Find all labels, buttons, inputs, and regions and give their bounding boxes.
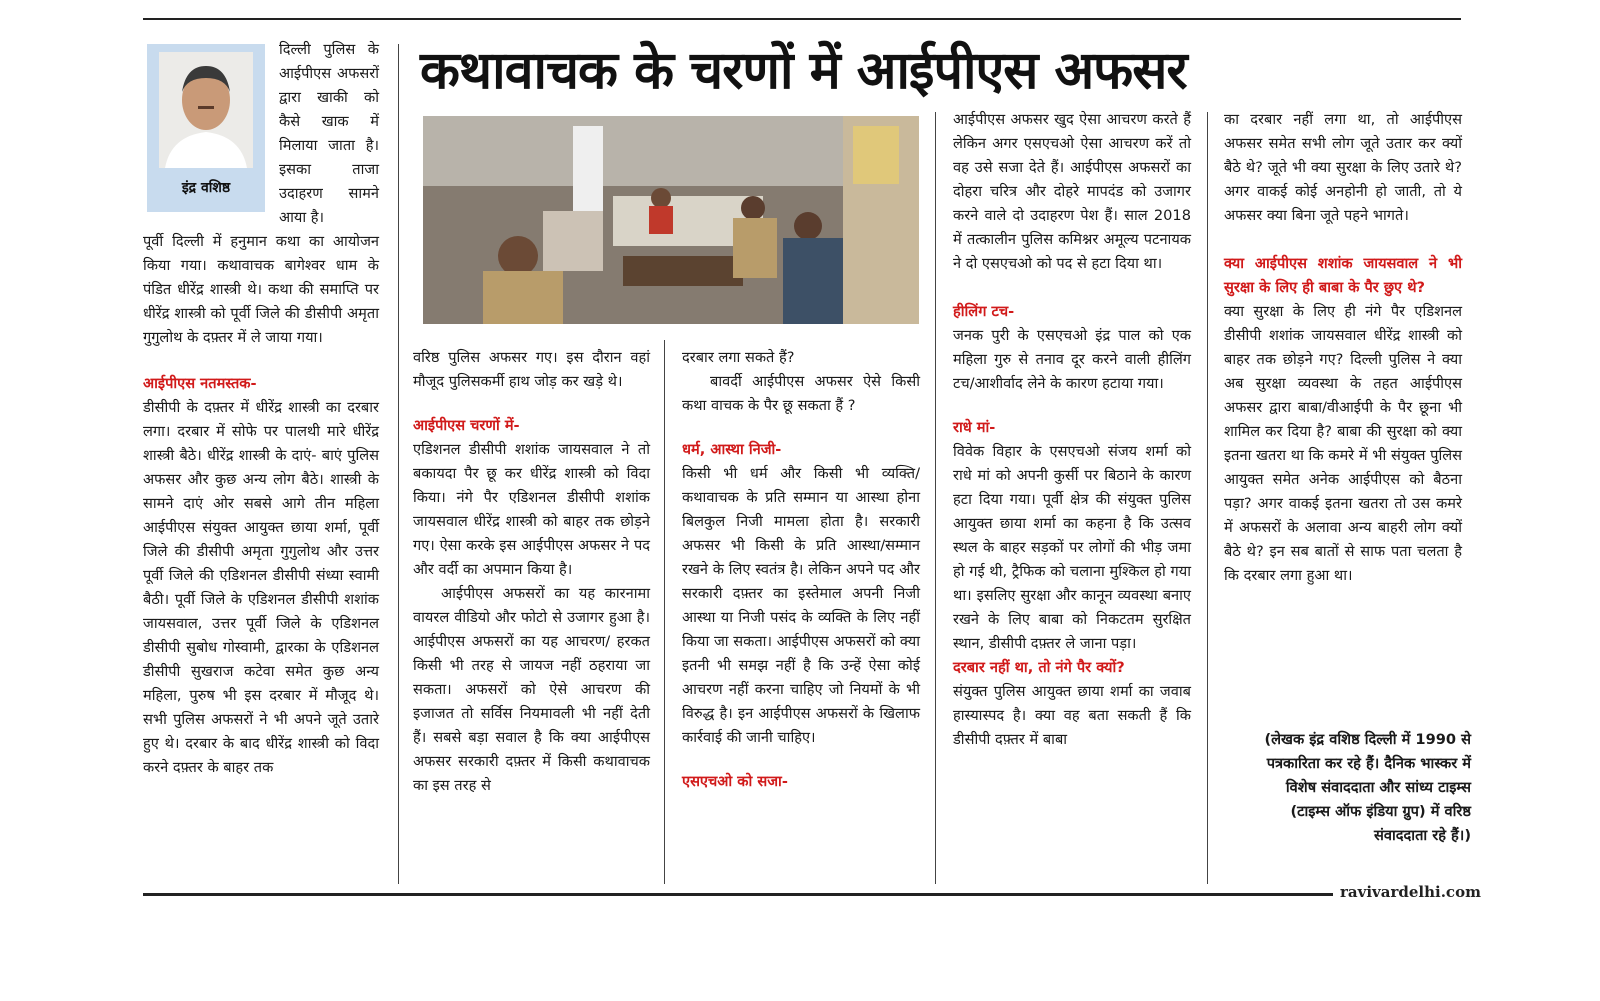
subhead-ips-charanon-mein: आईपीएस चरणों में- [413, 417, 520, 434]
meeting-photo-icon [423, 116, 919, 324]
col1-intro [279, 38, 379, 230]
author-name: इंद्र वशिष्ठ [181, 180, 231, 196]
subhead-darbar-nahi: दरबार नहीं था, तो नंगे पैर क्यों? [953, 659, 1125, 676]
col3-paragraph-2: बावर्दी आईपीएस अफसर ऐसे किसी कथा वाचक के पैर छू सकता हैं ? [682, 373, 920, 414]
col5-body [1224, 108, 1462, 588]
subhead-radhe-maa: राधे मां- [953, 419, 996, 436]
column-rule [398, 44, 399, 884]
subhead-shashank-jaiswal: क्या आईपीएस शशांक जायसवाल ने भी सुरक्षा के लिए ही बाबा के पैर छुए थे? [1224, 255, 1462, 296]
subhead-healing-touch: हीलिंग टच- [953, 303, 1015, 320]
col5-paragraph-1: का दरबार नहीं लगा था, तो आईपीएस अफसर समेत सभी लोग जूते उतार कर क्यों बैठे थे? जूते भी क्या सुरक्षा के लिए उतारे थे? अगर वाकई कोई अनहोनी हो जाती, तो ये अफसर क्या बिना जूते पहने भागते। [1224, 111, 1462, 224]
col3-paragraph-1: दरबार लगा सकते हैं? [682, 349, 795, 366]
column-rule [1207, 112, 1208, 884]
subhead-dharm-astha: धर्म, आस्था निजी- [682, 441, 782, 458]
headline: कथावाचक के चरणों में आईपीएस अफसर [420, 41, 1187, 101]
author-photo [159, 52, 253, 168]
author-box [147, 44, 265, 212]
col4-paragraph-3: विवेक विहार के एसएचओ संजय शर्मा को राधे मां को अपनी कुर्सी पर बिठाने के कारण हटा दिया गया। पूर्वी क्षेत्र की संयुक्त पुलिस आयुक्त छाया शर्मा का कहना है कि उत्सव स्थल के बाहर सड़कों पर लोगों की भीड़ जमा हो गई थी, ट्रैफिक को चलाना मुश्किल हो गया था। इसलिए सुरक्षा और कानून व्यवस्था बनाए रखने के लिए बाबा को निकटतम सुरक्षित स्थान, डीसीपी दफ़्तर ले जाना पड़ा। [953, 443, 1191, 652]
col3-paragraph-3: किसी भी धर्म और किसी भी व्यक्ति/ कथावाचक के प्रति सम्मान या आस्था होना बिलकुल निजी मामला होता है। सरकारी अफसर भी किसी के प्रति आस्था/सम्मान रखने के लिए स्वतंत्र है। लेकिन अपने पद और सरकारी दफ़्तर का इस्तेमाल अपनी निजी आस्था या निजी पसंद के व्यक्ति के लिए नहीं किया जा सकता। आईपीएस अफसरों को क्या इतनी भी समझ नहीं है कि उन्हें ऐसा कोई आचरण नहीं करना चाहिए जो नियमों के भी विरुद्ध है। इन आईपीएस अफसरों के खिलाफ कार्रवाई की जानी चाहिए। [682, 465, 920, 746]
col2-paragraph-2: एडिशनल डीसीपी शशांक जायसवाल ने तो बकायदा पैर छू कर धीरेंद्र शास्त्री को विदा किया। नंगे पैर एडिशनल डीसीपी शशांक जायसवाल धीरेंद्र शास्त्री को बाहर तक छोड़ने गए। ऐसा करके इस आईपीएस अफसर ने पद और वर्दी का अपमान किया है। [413, 441, 650, 578]
site-name[interactable]: ravivardelhi.com [1340, 883, 1481, 901]
column-rule [935, 112, 936, 884]
col1-body [143, 230, 379, 780]
subhead-ips-natmastak: आईपीएस नतमस्तक- [143, 375, 257, 392]
col1-paragraph-1: पूर्वी दिल्ली में हनुमान कथा का आयोजन किया गया। कथावाचक बागेश्वर धाम के पंडित धीरेंद्र शास्त्री थे। कथा की समाप्ति पर धीरेंद्र शास्त्री को पूर्वी जिले की डीसीपी अमृता गुगुलोथ के दफ़्तर में ले जाया गया। [143, 233, 379, 346]
col2-paragraph-1: वरिष्ठ पुलिस अफसर गए। इस दौरान वहां मौजूद पुलिसकर्मी हाथ जोड़ कर खड़े थे। [413, 349, 650, 390]
col4-paragraph-1: आईपीएस अफसर खुद ऐसा आचरण करते हैं लेकिन अगर एसएचओ ऐसा आचरण करें तो वह उसे सजा देते हैं। आईपीएस अफसरों का दोहरा चरित्र और दोहरे मापदंड को उजागर करने वाले दो उदाहरण पेश हैं। साल 2018 में तत्कालीन पुलिस कमिश्नर अमूल्य पटनायक ने दो एसएचओ को पद से हटा दिया था। [953, 111, 1191, 272]
col2-paragraph-3: आईपीएस अफसरों का यह कारनामा वायरल वीडियो और फोटो से उजागर हुआ है। आईपीएस अफसरों का यह आचरण/ हरकत किसी भी तरह से जायज नहीं ठहराया जा सकता। अफसरों को ऐसे आचरण की इजाजत तो सर्विस नियमावली भी नहीं देती हैं। सबसे बड़ा सवाल है कि क्या आईपीएस अफसर सरकारी दफ़्तर में किसी कथावाचक का इस तरह से [413, 585, 650, 794]
top-rule [143, 18, 1461, 20]
author-portrait-icon [159, 52, 253, 168]
column-rule [664, 340, 665, 884]
col2-body [413, 346, 650, 798]
intro-paragraph: दिल्ली पुलिस के आईपीएस अफसरों द्वारा खाकी को कैसे खाक में मिलाया जाता है। इसका ताजा उदाहरण सामने आया है। [279, 41, 379, 226]
col3-body [682, 346, 920, 794]
col4-body [953, 108, 1191, 752]
col4-paragraph-2: जनक पुरी के एसएचओ इंद्र पाल को एक महिला गुरु से तनाव दूर करने वाली हीलिंग टच/आशीर्वाद लेने के कारण हटाया गया। [953, 327, 1191, 392]
news-photo [423, 116, 919, 324]
col1-paragraph-2: डीसीपी के दफ़्तर में धीरेंद्र शास्त्री का दरबार लगा। दरबार में सोफे पर पालथी मारे धीरेंद्र शास्त्री बैठे। धीरेंद्र शास्त्री के दाएं- बाएं पुलिस अफसर और कुछ अन्य लोग बैठे। शास्त्री के सामने दाएं ओर सबसे आगे तीन महिला आईपीएस संयुक्त आयुक्त छाया शर्मा, पूर्वी जिले की डीसीपी अमृता गुगुलोथ और उत्तर पूर्वी जिले की एडिशनल डीसीपी संध्या स्वामी बैठी। पूर्वी जिले के एडिशनल डीसीपी शशांक जायसवाल, उत्तर पूर्वी जिले के एडिशनल डीसीपी सुबोध गोस्वामी, द्वारका के एडिशनल डीसीपी सुखराज कटेवा समेत कुछ अन्य महिला, पुरुष भी इस दरबार में मौजूद थे। सभी पुलिस अफसरों ने भी अपने जूते उतारे हुए थे। दरबार के बाद धीरेंद्र शास्त्री को विदा करने दफ़्तर के बाहर तक [143, 399, 379, 776]
col4-paragraph-4: संयुक्त पुलिस आयुक्त छाया शर्मा का जवाब हास्यास्पद है। क्या वह बता सकती हैं कि डीसीपी दफ़्तर में बाबा [953, 683, 1191, 748]
subhead-sho-ko-saja: एसएचओ को सजा- [682, 773, 788, 790]
bottom-rule [143, 893, 1333, 896]
author-bio: (लेखक इंद्र वशिष्ठ दिल्ली में 1990 से पत्रकारिता कर रहे हैं। दैनिक भास्कर में विशेष संवाददाता और सांध्य टाइम्स (टाइम्स ऑफ इंडिया ग्रुप) में वरिष्ठ संवाददाता रहे हैं।) [1264, 731, 1471, 844]
col5-paragraph-2: क्या सुरक्षा के लिए ही नंगे पैर एडिशनल डीसीपी शशांक जायसवाल धीरेंद्र शास्त्री को बाहर तक छोड़ने गए? दिल्ली पुलिस ने क्या अब सुरक्षा व्यवस्था के तहत आईपीएस अफसर द्वारा बाबा/वीआईपी के पैर छूना भी शामिल कर दिया है? बाबा की सुरक्षा को क्या इतना खतरा था कि कमरे में भी संयुक्त पुलिस आयुक्त समेत अनेक आईपीएस को बैठना पड़ा? अगर वाकई इतना खतरा तो उस कमरे में अफसरों के अलावा अन्य बाहरी लोग क्यों बैठे थे? इन सब बातों से साफ पता चलता है कि दरबार लगा हुआ था। [1224, 303, 1462, 584]
